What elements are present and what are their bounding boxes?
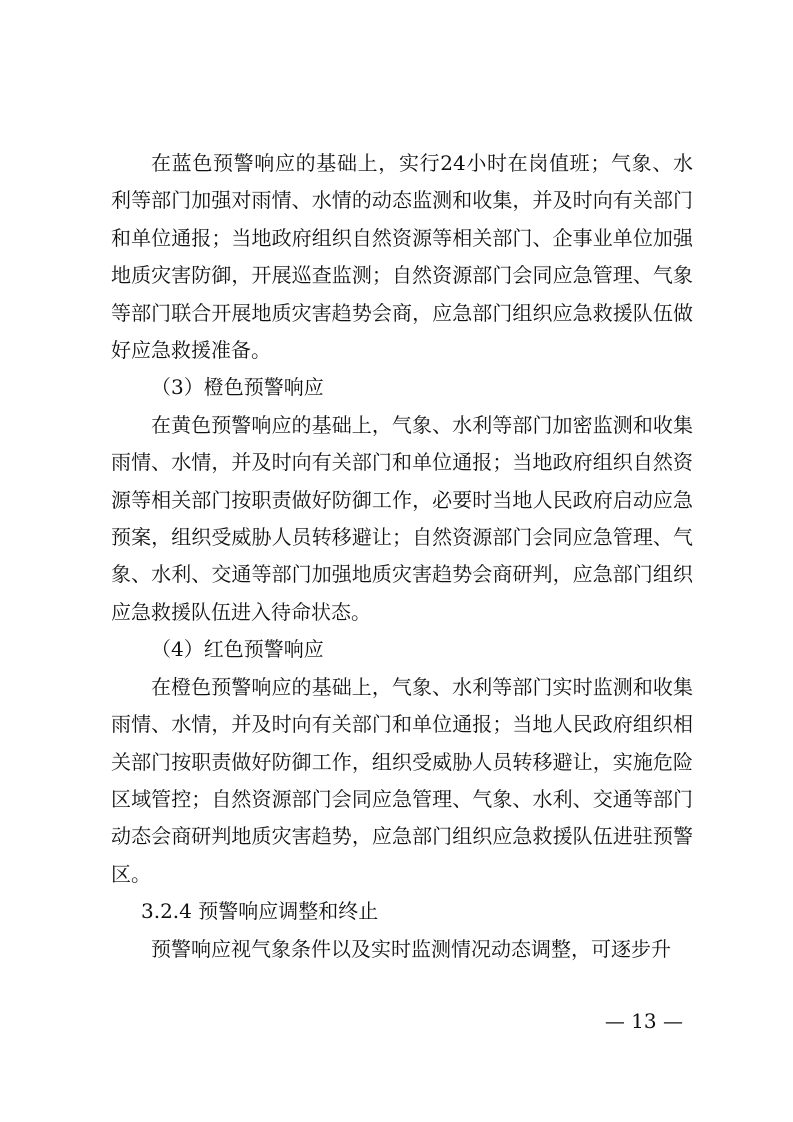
paragraph-red-response: 在橙色预警响应的基础上，气象、水利等部门实时监测和收集雨情、水情，并及时向有关部门和单位通报；当地人民政府组织相关部门按职责做好防御工作，组织受威胁人员转移避让，实施危险区域管控；自然资源部门会同应急管理、气象、水利、交通等部门动态会商研判地质灾害趋势，应急部门组织应急救援队伍进驻预警区。: [111, 674, 693, 886]
heading-red-warning-response: （4）红色预警响应: [151, 637, 324, 662]
page-number: — 13 —: [604, 1009, 683, 1033]
section-heading-3-2-4: 3.2.4 预警响应调整和终止: [141, 899, 379, 924]
paragraph-orange-response: 在黄色预警响应的基础上，气象、水利等部门加密监测和收集雨情、水情，并及时向有关部门和单位通报；当地政府组织自然资源等相关部门按职责做好防御工作，必要时当地人民政府启动应急预案，组织受威胁人员转移避让；自然资源部门会同应急管理、气象、水利、交通等部门加强地质灾害趋势会商研判，应急部门组织应急救援队伍进入待命状态。: [111, 412, 693, 624]
document-body: [111, 145, 693, 968]
heading-orange-warning-response: （3）橙色预警响应: [151, 375, 324, 400]
paragraph-response-adjustment: 预警响应视气象条件以及实时监测情况动态调整，可逐步升: [151, 936, 671, 961]
paragraph-blue-to-yellow-response: 在蓝色预警响应的基础上，实行24小时在岗值班；气象、水利等部门加强对雨情、水情的动态监测和收集，并及时向有关部门和单位通报；当地政府组织自然资源等相关部门、企事业单位加强地质灾害防御，开展巡查监测；自然资源部门会同应急管理、气象等部门联合开展地质灾害趋势会商，应急部门组织应急救援队伍做好应急救援准备。: [111, 151, 693, 363]
